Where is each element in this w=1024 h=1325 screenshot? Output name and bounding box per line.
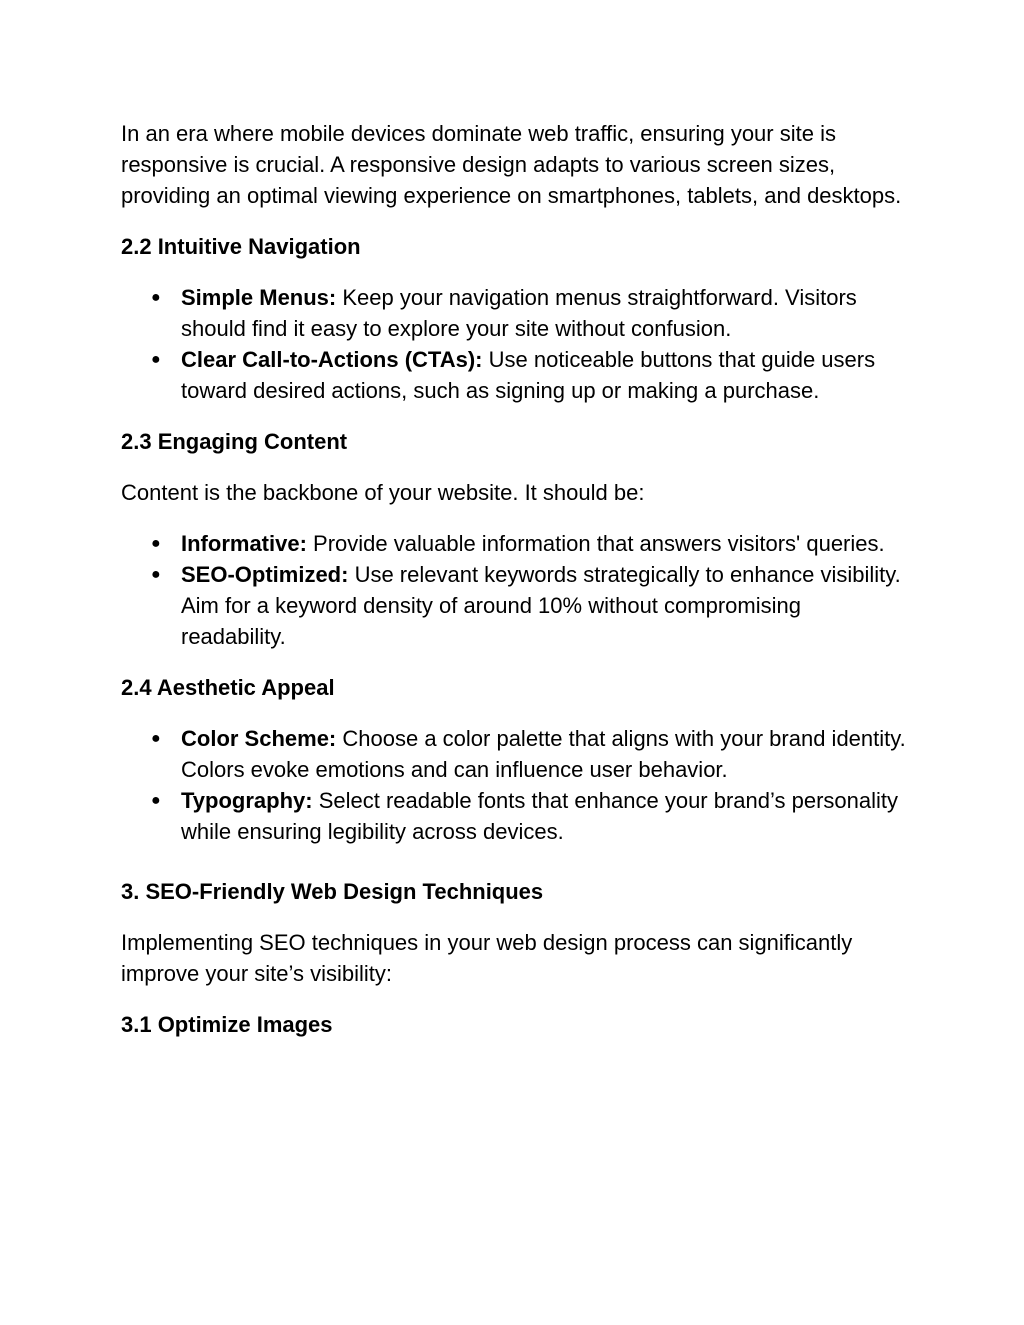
bullet-icon: ●: [151, 289, 161, 306]
list-item-text: Provide valuable information that answers visitors' queries.: [306, 531, 885, 556]
list-item: [121, 559, 911, 652]
section-heading-2-4: 2.4 Aesthetic Appeal: [121, 675, 335, 700]
navigation-list: [121, 282, 911, 406]
list-item-term: Simple Menus:: [181, 285, 337, 310]
list-item: [121, 528, 911, 559]
content-intro-paragraph: Content is the backbone of your website. It should be:: [121, 480, 645, 505]
content-list: [121, 528, 911, 652]
list-item-term: Informative:: [181, 531, 307, 556]
list-item: [121, 785, 911, 847]
bullet-icon: ●: [151, 792, 161, 809]
list-item: [121, 282, 911, 344]
section-heading-2-2: 2.2 Intuitive Navigation: [121, 234, 361, 259]
bullet-icon: ●: [151, 730, 161, 747]
list-item: [121, 723, 911, 785]
list-item-text: Select readable fonts that enhance your brand’s personality while ensuring legibility across devices.: [181, 788, 899, 844]
list-item: [121, 344, 911, 406]
list-item-term: Typography:: [181, 788, 313, 813]
list-item-term: SEO-Optimized:: [181, 562, 349, 587]
document-page: [121, 118, 911, 1060]
list-item-text: Choose a color palette that aligns with your brand identity. Colors evoke emotions and can influence user behavior.: [181, 726, 906, 782]
section-heading-3-1: 3.1 Optimize Images: [121, 1012, 333, 1037]
list-item-term: Clear Call-to-Actions (CTAs):: [181, 347, 483, 372]
seo-intro-paragraph: Implementing SEO techniques in your web design process can significantly improve your site’s visibility:: [121, 930, 853, 986]
section-heading-2-3: 2.3 Engaging Content: [121, 429, 348, 454]
aesthetic-list: [121, 723, 911, 847]
section-heading-3: 3. SEO-Friendly Web Design Techniques: [121, 879, 544, 904]
bullet-icon: ●: [151, 535, 161, 552]
list-item-text: Keep your navigation menus straightforward. Visitors should find it easy to explore your site without confusion.: [181, 285, 857, 341]
list-item-term: Color Scheme:: [181, 726, 337, 751]
bullet-icon: ●: [151, 351, 161, 368]
intro-paragraph: In an era where mobile devices dominate web traffic, ensuring your site is responsive is crucial. A responsive design adapts to various screen sizes, providing an optimal viewing experience on smartphones, tablets, and desktops.: [121, 121, 902, 208]
list-item-text: Use relevant keywords strategically to enhance visibility. Aim for a keyword density of around 10% without compromising readability.: [181, 562, 901, 649]
bullet-icon: ●: [151, 566, 161, 583]
list-item-text: Use noticeable buttons that guide users toward desired actions, such as signing up or making a purchase.: [181, 347, 876, 403]
